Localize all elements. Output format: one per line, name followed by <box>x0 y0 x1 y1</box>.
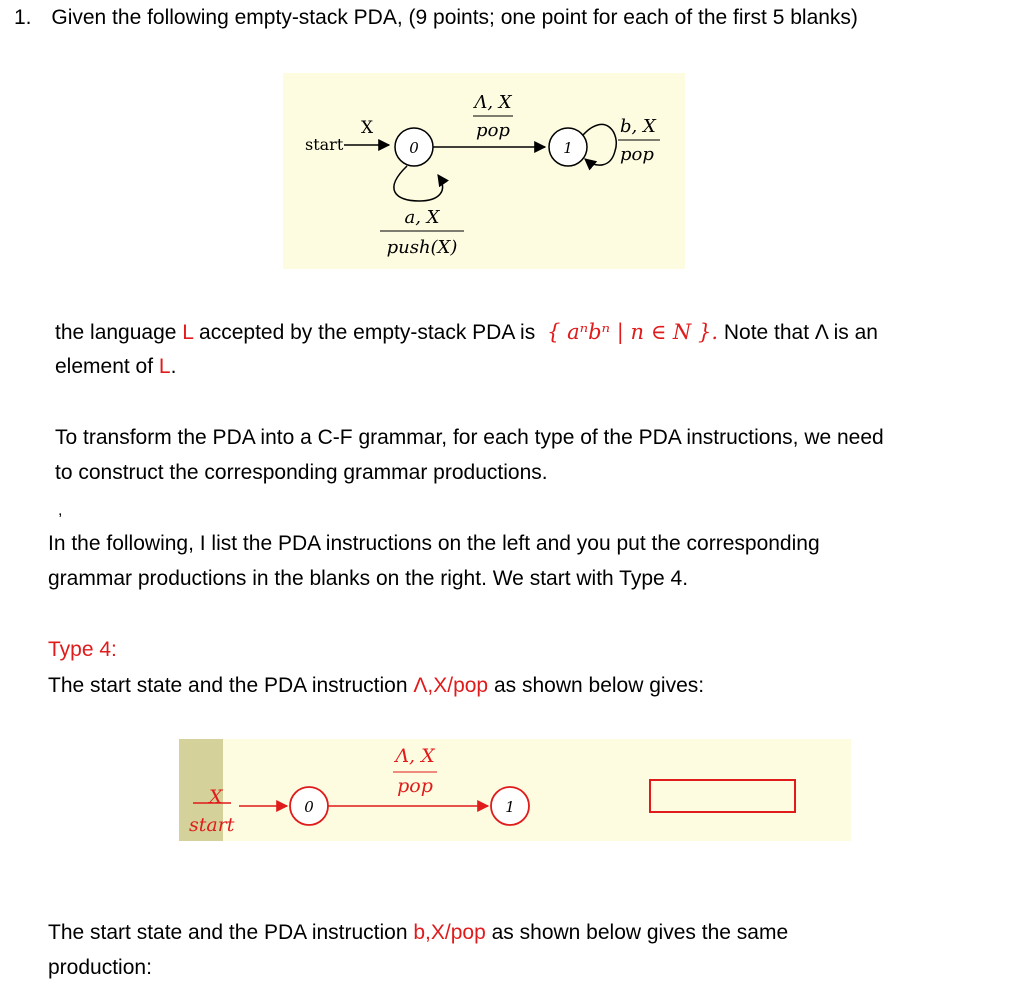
state-1-loop <box>583 124 616 165</box>
para1-text-b: accepted by the empty-stack PDA is <box>199 321 536 344</box>
start-symbol: X <box>361 118 374 138</box>
question-text: Given the following empty-stack PDA, (9 points; one point for each of the first 5 blanks) <box>51 6 858 29</box>
para4-text-b: as shown below gives the same <box>491 921 789 944</box>
loop1-bottom: pop <box>620 144 654 165</box>
same-production-line-2: production: <box>48 956 152 979</box>
type4-diagram <box>179 739 851 841</box>
language-line <box>55 318 878 347</box>
question-line <box>14 4 858 32</box>
loop1-top: b, X <box>620 116 656 137</box>
para4-instruction: b,X/pop <box>413 921 486 944</box>
edge01-top: Λ, X <box>474 92 512 113</box>
type4-instruction: Λ,X/pop <box>413 674 489 697</box>
loop0-bottom: push(X) <box>386 237 458 258</box>
state-0-label: 0 <box>409 139 419 157</box>
para1-period: . <box>170 355 177 378</box>
type4-state-0-label: 0 <box>304 798 314 816</box>
type4-text-b: as shown below gives: <box>493 674 705 697</box>
type4-text-a: The start state and the PDA instruction <box>48 674 408 697</box>
language-symbol: L <box>182 321 194 344</box>
state-0-loop <box>394 166 443 201</box>
transform-line-2: to construct the corresponding grammar productions. <box>55 461 548 484</box>
same-production-line <box>48 919 788 947</box>
language-set: { aⁿbⁿ | n ∈ N }. <box>547 320 718 344</box>
instructions-line-1: In the following, I list the PDA instructions on the left and you put the corresponding <box>48 532 820 555</box>
start-label: start <box>305 135 344 154</box>
question-number: 1. <box>14 6 32 29</box>
language-line-2 <box>55 353 176 381</box>
para4-text-a: The start state and the PDA instruction <box>48 921 408 944</box>
pda-diagram <box>283 73 685 269</box>
para1-text-d: element of <box>55 355 154 378</box>
type4-start-symbol: X <box>209 786 223 808</box>
type4-state-1-label: 1 <box>505 798 515 816</box>
state-1-label: 1 <box>563 139 573 157</box>
para1-text-a: the language <box>55 321 177 344</box>
type4-heading: Type 4: <box>48 638 117 661</box>
type4-start-label: start <box>189 814 235 836</box>
type4-answer-blank[interactable] <box>649 779 796 813</box>
stray-mark: , <box>58 502 63 519</box>
instructions-line-2: grammar productions in the blanks on the right. We start with Type 4. <box>48 567 689 590</box>
type4-edge-bottom: pop <box>397 775 433 797</box>
type4-line <box>48 672 704 700</box>
transform-line-1: To transform the PDA into a C-F grammar, for each type of the PDA instructions, we need <box>55 426 884 449</box>
edge01-bottom: pop <box>476 120 510 141</box>
type4-edge-top: Λ, X <box>395 745 435 767</box>
para1-text-c: Note that Λ is an <box>723 321 878 344</box>
pda-diagram-svg <box>283 73 685 269</box>
language-symbol-2: L <box>158 355 171 378</box>
loop0-top: a, X <box>404 207 440 228</box>
